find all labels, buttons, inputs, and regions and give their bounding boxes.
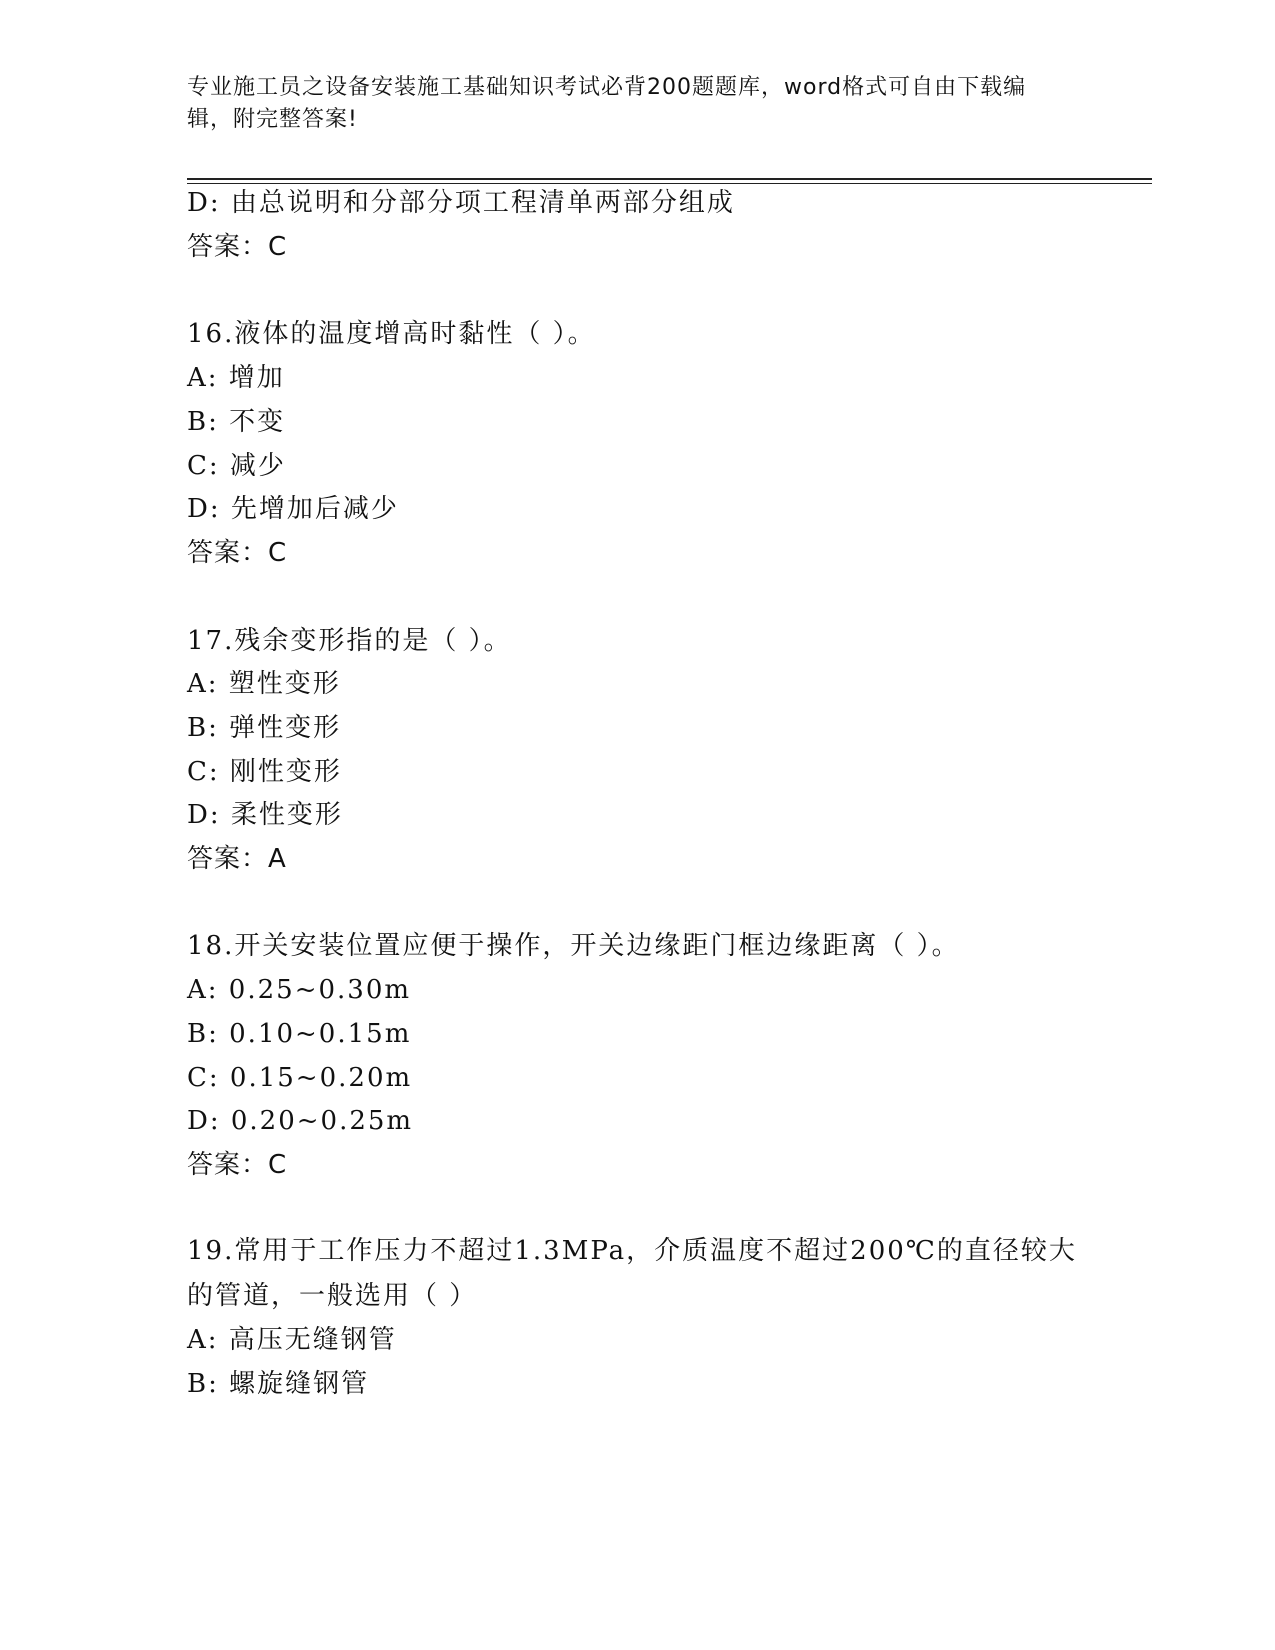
q16-option-d: D: 先增加后减少 xyxy=(187,494,399,524)
q19-option-b: B: 螺旋缝钢管 xyxy=(187,1369,370,1399)
q18-option-a: A: 0.25~0.30m xyxy=(187,975,412,1005)
q17-option-c: C: 刚性变形 xyxy=(187,757,342,787)
q17-option-d: D: 柔性变形 xyxy=(187,800,343,830)
q16-question: 16.液体的温度增高时黏性（ ）。 xyxy=(187,319,596,349)
q17-answer: 答案：A xyxy=(187,844,287,874)
header-divider-thick xyxy=(187,178,1152,180)
q17-option-a: A: 塑性变形 xyxy=(187,669,341,699)
q16-option-b: B: 不变 xyxy=(187,407,286,437)
q17-question: 17.残余变形指的是（ ）。 xyxy=(187,626,512,656)
q17-option-b: B: 弹性变形 xyxy=(187,713,342,743)
q19-question: 19.常用于工作压力不超过1.3MPa，介质温度不超过200℃的直径较大的管道，一般选用（ ） xyxy=(187,1236,1077,1311)
q16-option-c: C: 减少 xyxy=(187,451,286,481)
q16-option-a: A: 增加 xyxy=(187,363,285,393)
q18-option-b: B: 0.10~0.15m xyxy=(187,1019,412,1049)
q16-answer: 答案：C xyxy=(187,538,288,568)
q18-answer: 答案：C xyxy=(187,1150,288,1180)
header-divider-thin xyxy=(187,183,1152,184)
q18-option-d: D: 0.20~0.25m xyxy=(187,1106,414,1136)
q15-option-d: D: 由总说明和分部分项工程清单两部分组成 xyxy=(187,188,735,218)
q18-question: 18.开关安装位置应便于操作，开关边缘距门框边缘距离（ ）。 xyxy=(187,931,960,961)
q18-option-c: C: 0.15~0.20m xyxy=(187,1063,413,1093)
q19-option-a: A: 高压无缝钢管 xyxy=(187,1325,397,1355)
q15-answer: 答案：C xyxy=(187,232,288,262)
document-header: 专业施工员之设备安装施工基础知识考试必背200题题库，word格式可自由下载编辑，附完整答案! xyxy=(187,75,1027,132)
